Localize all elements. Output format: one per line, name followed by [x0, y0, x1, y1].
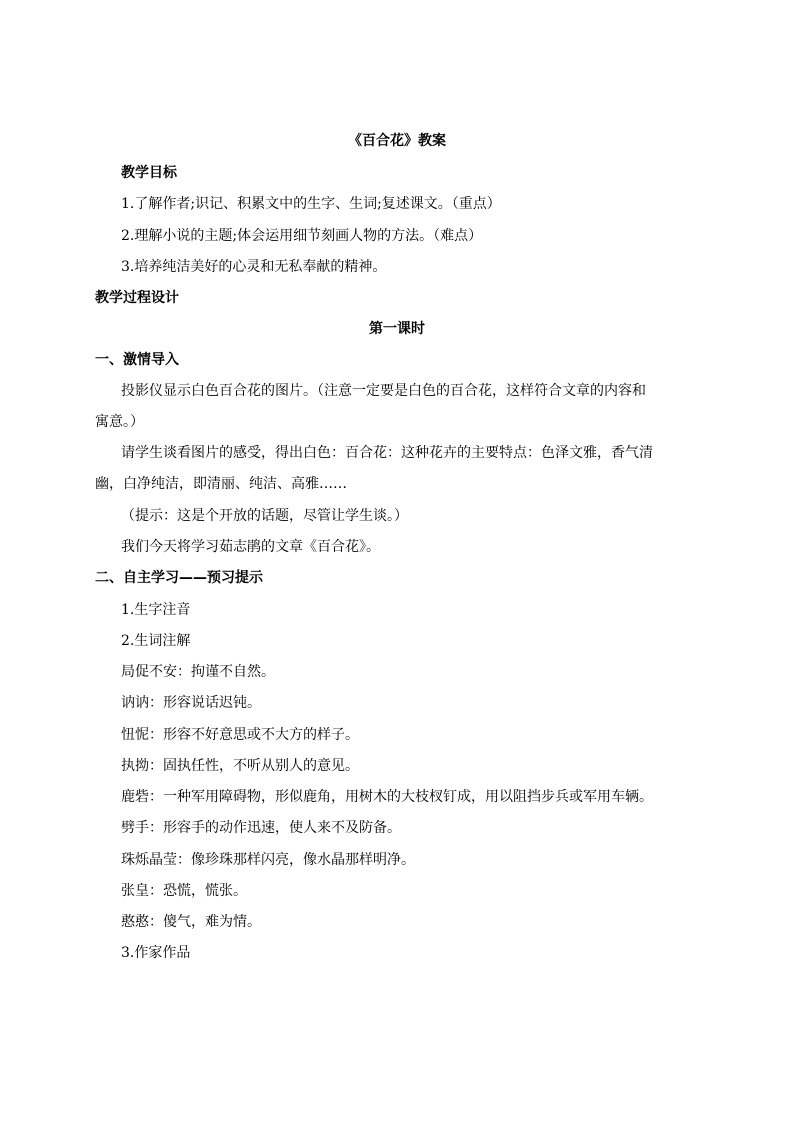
vocab-item: 珠烁晶莹：像珍珠那样闪亮，像水晶那样明净。 — [121, 852, 415, 868]
goal-item: 3.培养纯洁美好的心灵和无私奉献的精神。 — [121, 259, 387, 275]
lesson-heading: 第一课时 — [369, 321, 425, 337]
paragraph-line: （提示：这是个开放的话题，尽管让学生谈。） — [121, 508, 408, 524]
list-item: 1.生字注音 — [121, 602, 191, 618]
vocab-item: 憨憨：傻气，难为情。 — [121, 914, 261, 930]
section2-heading: 二、自主学习——预习提示 — [95, 570, 263, 586]
paragraph-line: 幽，白净纯洁，即清丽、纯洁、高雅…… — [95, 476, 347, 492]
paragraph-line: 我们今天将学习茹志鹃的文章《百合花》。 — [121, 539, 380, 555]
paragraph-line: 寓意。） — [95, 414, 144, 430]
vocab-item: 鹿砦：一种军用障碍物，形似鹿角，用树木的大枝杈钉成，用以阻挡步兵或军用车辆。 — [121, 789, 653, 805]
goal-item: 2.理解小说的主题;体会运用细节刻画人物的方法。（难点） — [121, 228, 483, 244]
vocab-item: 忸怩：形容不好意思或不大方的样子。 — [121, 727, 359, 743]
paragraph-line: 请学生谈看图片的感受，得出白色：百合花：这种花卉的主要特点：色泽文雅，香气清 — [121, 445, 653, 461]
goals-heading: 教学目标 — [121, 165, 177, 181]
vocab-item: 劈手：形容手的动作迅速，使人来不及防备。 — [121, 820, 401, 836]
vocab-item: 张皇：恐慌，慌张。 — [121, 883, 247, 899]
vocab-item: 执拗：固执任性，不听从别人的意见。 — [121, 758, 359, 774]
goal-item: 1.了解作者;识记、积累文中的生字、生词;复述课文。（重点） — [121, 196, 501, 212]
document-title: 《百合花》教案 — [348, 133, 446, 149]
vocab-item: 讷讷：形容说话迟钝。 — [121, 695, 261, 711]
vocab-item: 局促不安：拘谨不自然。 — [121, 664, 275, 680]
paragraph-line: 投影仪显示白色百合花的图片。（注意一定要是白色的百合花，这样符合文章的内容和 — [121, 383, 646, 399]
list-item: 2.生词注解 — [121, 633, 191, 649]
list-item: 3.作家作品 — [121, 945, 191, 961]
section1-heading: 一、激情导入 — [95, 352, 179, 368]
process-heading: 教学过程设计 — [95, 290, 179, 306]
